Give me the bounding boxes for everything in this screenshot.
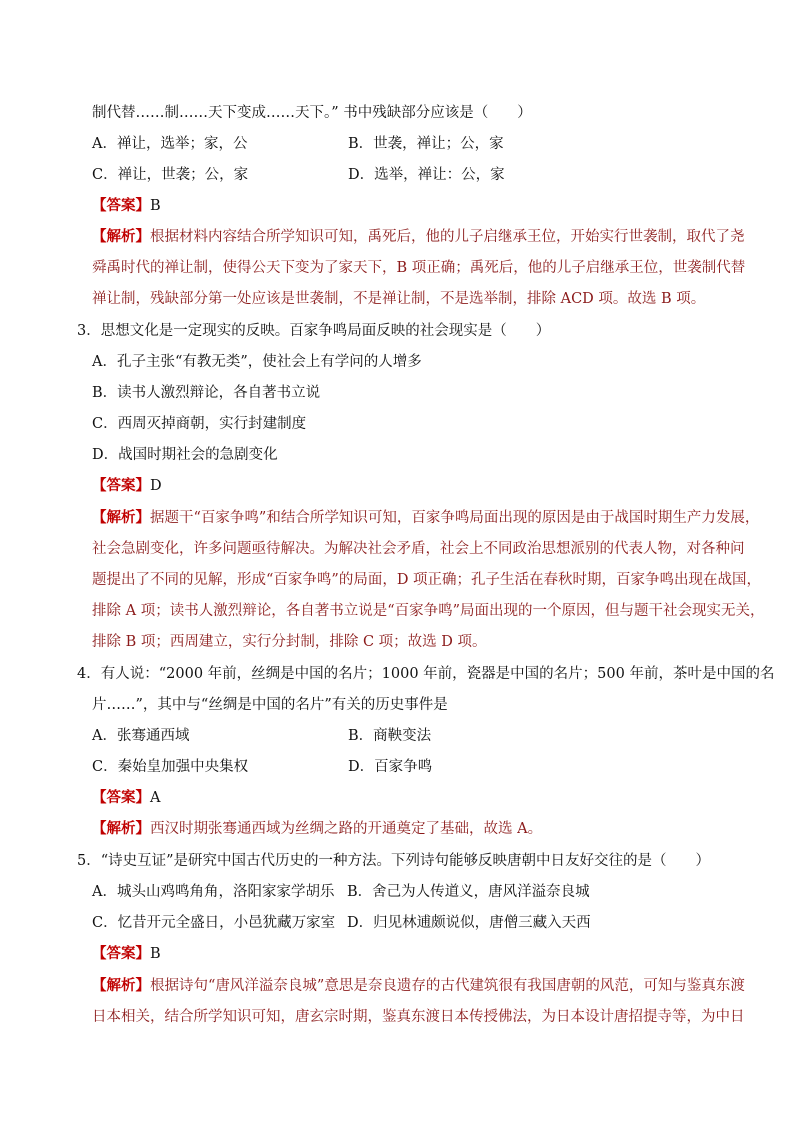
q3-analysis-line-2: 社会急剧变化，许多问题亟待解决。为解决社会矛盾，社会上不同政治思想派别的代表人物，对各种问	[92, 541, 745, 557]
q5-option-b: B．舍己为人传道义，唐风洋溢奈良城	[347, 884, 590, 900]
q5-analysis-line-2: 日本相关，结合所学知识可知，唐玄宗时期，鉴真东渡日本传授佛法，为日本设计唐招提寺等，为中日	[92, 1009, 745, 1025]
q4-answer-value: A	[150, 790, 161, 806]
q5-option-d: D．归见林逋颇说似，唐僧三藏入天西	[347, 915, 591, 931]
q4-option-d: D．百家争鸣	[348, 759, 433, 775]
q3-option-d: D．战国时期社会的急剧变化	[92, 447, 278, 463]
q2-stem-tail: 制代替……制……天下变成……天下。” 书中残缺部分应该是（ ）	[92, 105, 532, 121]
q4-option-b: B．商鞅变法	[348, 728, 432, 744]
q5-answer-value: B	[150, 946, 161, 962]
q5-stem: 5．“诗史互证”是研究中国古代历史的一种方法。下列诗句能够反映唐朝中日友好交往的是（ ）	[77, 853, 711, 869]
q3-analysis-line-1	[92, 508, 759, 528]
q3-analysis-line-3: 题提出了不同的见解，形成“百家争鸣”的局面，D 项正确；孔子生活在春秋时期，百家争鸣出现在战国，	[92, 572, 762, 588]
q3-answer-value: D	[150, 478, 162, 494]
q3-answer-line	[92, 476, 162, 496]
q3-option-a: A．孔子主张“有教无类”，使社会上有学问的人增多	[92, 354, 422, 370]
answer-tag: 【答案】	[92, 477, 150, 494]
analysis-tag: 【解析】	[92, 509, 150, 526]
answer-tag: 【答案】	[92, 789, 150, 806]
q5-analysis-line-1	[92, 976, 745, 996]
q2-option-d: D．选举，禅让：公，家	[348, 167, 505, 183]
q2-analysis-line-3: 禅让制，残缺部分第一处应该是世袭制，不是禅让制，不是选举制，排除 ACD 项。故选 B 项。	[92, 291, 706, 307]
q2-option-c: C．禅让，世袭；公，家	[92, 167, 249, 183]
q4-option-a: A．张骞通西域	[92, 728, 190, 744]
q5-analysis-text: 根据诗句“唐风洋溢奈良城”意思是奈良遗存的古代建筑很有我国唐朝的风范，可知与鉴真东渡	[150, 978, 745, 994]
q3-analysis-line-4: 排除 A 项；读书人激烈辩论，各自著书立说是“百家争鸣”局面出现的一个原因，但与题干社会现实无关，	[92, 603, 765, 619]
q2-answer-line	[92, 196, 161, 216]
q4-option-c: C．秦始皇加强中央集权	[92, 759, 249, 775]
q3-stem: 3．思想文化是一定现实的反映。百家争鸣局面反映的社会现实是（ ）	[77, 323, 551, 339]
q2-analysis-text: 根据材料内容结合所学知识可知，禹死后，他的儿子启继承王位，开始实行世袭制，取代了尧	[150, 229, 745, 245]
q4-analysis-text: 西汉时期张骞通西域为丝绸之路的开通奠定了基础，故选 A。	[150, 821, 543, 837]
q3-analysis-text: 据题干“百家争鸣”和结合所学知识可知，百家争鸣局面出现的原因是由于战国时期生产力发展，	[150, 510, 760, 526]
q3-analysis-line-5: 排除 B 项；西周建立，实行分封制，排除 C 项；故选 D 项。	[92, 634, 487, 650]
q4-stem-line-1: 4．有人说：“2000 年前，丝绸是中国的名片；1000 年前，瓷器是中国的名片；500 年前，茶叶是中国的名	[77, 666, 775, 682]
q2-option-a: A．禅让，选举；家，公	[92, 136, 248, 152]
answer-tag: 【答案】	[92, 197, 150, 214]
q5-option-a: A．城头山鸡鸣角角，洛阳家家学胡乐	[92, 884, 335, 900]
q4-analysis-line-1	[92, 819, 542, 839]
q5-answer-line	[92, 944, 161, 964]
analysis-tag: 【解析】	[92, 228, 150, 245]
analysis-tag: 【解析】	[92, 977, 150, 994]
q2-option-b: B．世袭，禅让；公，家	[348, 136, 504, 152]
q2-analysis-line-1	[92, 227, 745, 247]
q4-stem-line-2: 片……”，其中与“丝绸是中国的名片”有关的历史事件是	[92, 697, 448, 713]
answer-tag: 【答案】	[92, 945, 150, 962]
q3-option-b: B．读书人激烈辩论，各自著书立说	[92, 385, 321, 401]
q4-answer-line	[92, 788, 160, 808]
q2-answer-value: B	[150, 198, 161, 214]
q5-option-c: C．忆昔开元全盛日，小邑犹藏万家室	[92, 915, 336, 931]
analysis-tag: 【解析】	[92, 820, 150, 837]
q2-analysis-line-2: 舜禹时代的禅让制，使得公天下变为了家天下，B 项正确；禹死后，他的儿子启继承王位，世袭制代替	[92, 260, 746, 276]
q3-option-c: C．西周灭掉商朝，实行封建制度	[92, 416, 307, 432]
